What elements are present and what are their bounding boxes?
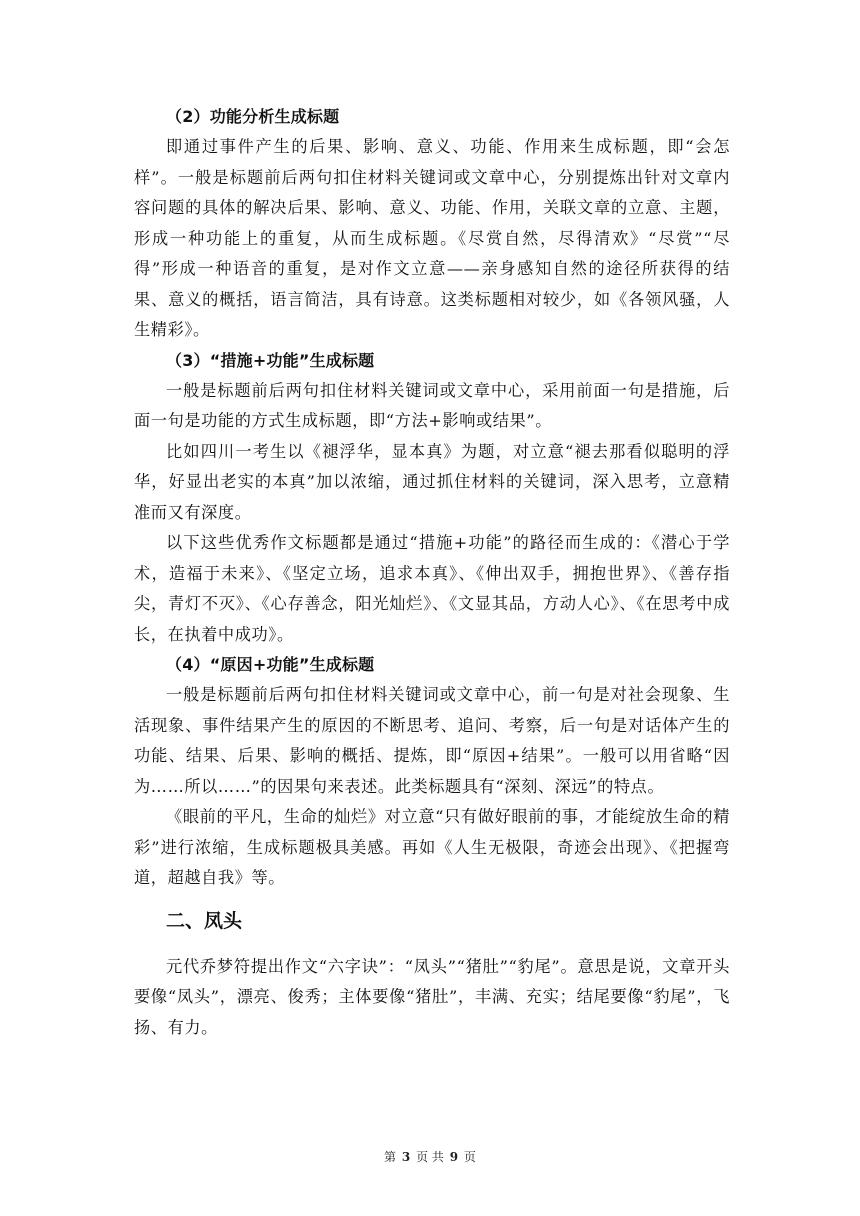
footer-prefix: 第 [384, 1150, 397, 1164]
subheading-function-analysis: （2）功能分析生成标题 [166, 107, 340, 126]
paragraph: 比如四川一考生以《褪浮华，显本真》为题，对立意“褪去那看似聪明的浮华，好显出老实的本真”加以浓缩，通过抓住材料的关键词，深入思考，立意精准而又有深度。 [134, 441, 730, 522]
current-page-number: 3 [401, 1150, 411, 1164]
page-content [134, 102, 730, 1043]
paragraph: 元代乔梦符提出作文“六字诀”：“凤头”“猪肚”“豹尾”。意思是说，文章开头要像“凤头”，漂亮、俊秀；主体要像“猪肚”，丰满、充实；结尾要像“豹尾”，飞扬、有力。 [134, 956, 730, 1037]
footer-suffix: 页 [463, 1150, 476, 1164]
footer-middle: 页 共 [416, 1150, 444, 1164]
subheading-measure-function: （3）“措施+功能”生成标题 [166, 350, 375, 370]
paragraph: 即通过事件产生的后果、影响、意义、功能、作用来生成标题，即“会怎样”。一般是标题前后两句扣住材料关键词或文章中心，分别提炼出针对文章内容问题的具体的解决后果、影响、意义、功能、作用，关联文章的立意、主题，形成一种功能上的重复，从而生成标题。《尽赏自然，尽得清欢》“尽赏”“尽得”形成一种语音的重复，是对作文立意——亲身感知自然的途径所获得的结果、意义的概括，语言简洁，具有诗意。这类标题相对较少，如《各领风骚，人生精彩》。 [134, 137, 730, 339]
total-page-number: 9 [449, 1150, 459, 1164]
subheading-cause-function: （4）“原因+功能”生成标题 [166, 655, 375, 674]
paragraph: 以下这些优秀作文标题都是通过“措施+功能”的路径而生成的：《潜心于学术，造福于未来》、《坚定立场，追求本真》、《伸出双手，拥抱世界》、《善存指尖，青灯不灭》、《心存善念，阳光灿烂》、《文显其品，方动人心》、《在思考中成长，在执着中成功》。 [134, 533, 730, 644]
paragraph: 一般是标题前后两句扣住材料关键词或文章中心，前一句是对社会现象、生活现象、事件结果产生的原因的不断思考、追问、考察，后一句是对话体产生的功能、结果、后果、影响的概括、提炼，即“原因+结果”。一般可以用省略“因为……所以……”的因果句来表述。此类标题具有“深刻、深远”的特点。 [134, 685, 730, 796]
paragraph: 一般是标题前后两句扣住材料关键词或文章中心，采用前面一句是措施，后面一句是功能的方式生成标题，即“方法+影响或结果”。 [134, 380, 730, 430]
page-footer [0, 1148, 860, 1165]
paragraph: 《眼前的平凡，生命的灿烂》对立意“只有做好眼前的事，才能绽放生命的精彩”进行浓缩，生成标题极具美感。再如《人生无极限，奇迹会出现》、《把握弯道，超越自我》等。 [134, 807, 730, 887]
section-heading-phoenix-head: 二、凤头 [166, 909, 243, 932]
